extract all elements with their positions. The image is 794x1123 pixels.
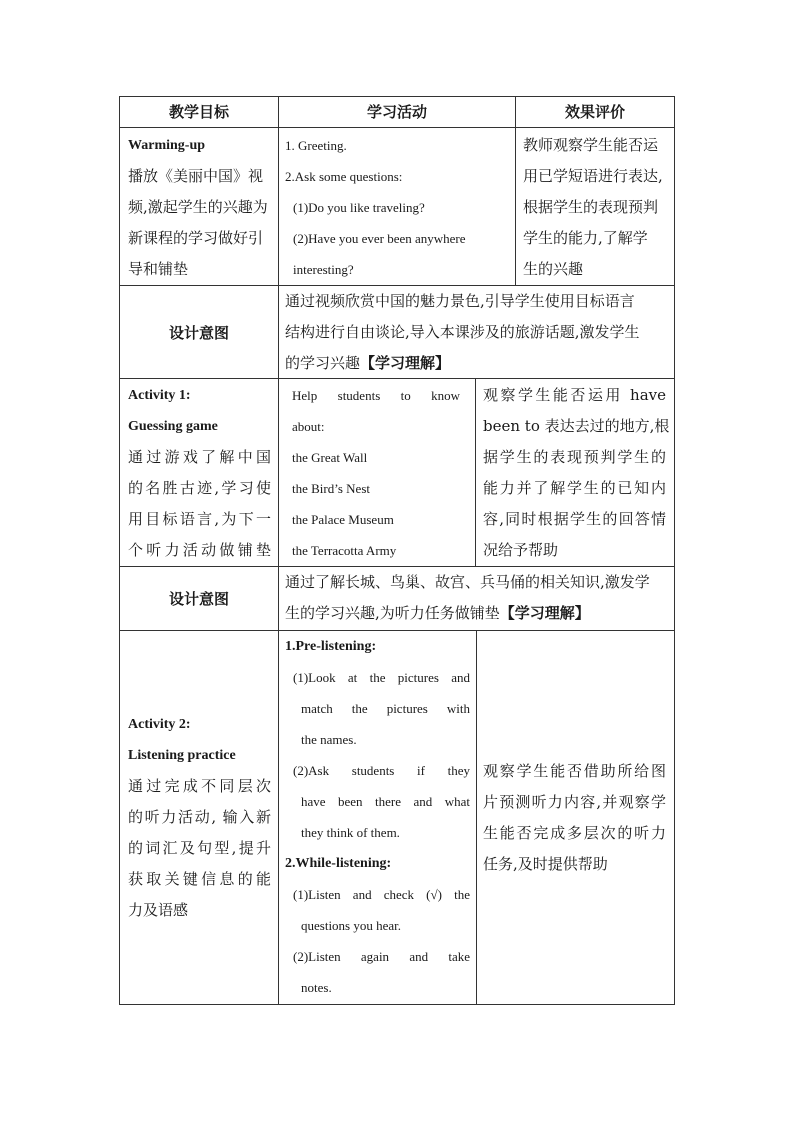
landmark-birds-nest: the Bird’s Nest — [292, 481, 370, 496]
activity1-goal-line: 通过游戏了解中国 — [128, 448, 271, 466]
landmark-terracotta-army: the Terracotta Army — [292, 543, 397, 558]
warmup-goal-line: 导和铺垫 — [128, 260, 189, 278]
activity1-subtitle: Guessing game — [128, 419, 218, 434]
activity2-goal-line: 的词汇及句型,提升 — [128, 839, 271, 857]
warmup-eval-line: 教师观察学生能否运 — [523, 136, 659, 154]
design-intent-line-text: 生的学习兴趣,为听力任务做铺垫 — [285, 604, 500, 622]
warmup-activity-line: (2)Have you ever been anywhere — [293, 231, 466, 246]
activity2-eval-line: 生能否完成多层次的听力 — [483, 824, 666, 842]
row-divider — [119, 127, 675, 128]
activity2-activity-cell — [285, 631, 470, 1003]
activity2-goal-line: 力及语感 — [128, 901, 189, 919]
activity1-eval-line: 据学生的表现预判学生的 — [483, 448, 666, 466]
activity1-eval-line: 容,同时根据学生的回答情 — [483, 510, 666, 528]
while-listening-item-line: questions you hear. — [301, 918, 402, 933]
while-listening-item-line: (1)Listen and check (√) the — [293, 887, 470, 902]
column-divider — [278, 96, 279, 1005]
warmup-eval-line: 生的兴趣 — [523, 260, 584, 278]
table-border-left — [119, 96, 120, 1005]
design-intent-line: 通过视频欣赏中国的魅力景色,引导学生使用目标语言 — [285, 292, 635, 310]
activity1-goal-line: 用目标语言,为下一 — [128, 510, 271, 528]
pre-listening-title: 1.Pre-listening: — [285, 639, 377, 654]
table-border-bottom — [119, 1004, 675, 1005]
pre-listening-item-line: have been there and what — [301, 794, 470, 809]
learning-understanding-tag: 【学习理解】 — [499, 604, 590, 622]
warmup-eval-line: 用已学短语进行表达, — [523, 167, 663, 185]
activity2-goal-line: 获取关键信息的能 — [128, 870, 271, 888]
header-teaching-goal: 教学目标 — [168, 103, 229, 121]
activity2-goal-cell — [128, 709, 271, 926]
warmup-activity-line: 2.Ask some questions: — [285, 169, 403, 184]
warmup-activity-line: (1)Do you like traveling? — [293, 200, 425, 215]
pre-listening-item-line: (2)Ask students if they — [293, 763, 470, 778]
table-border-right — [674, 96, 675, 1005]
pre-listening-item-line: the names. — [301, 732, 357, 747]
design-intent-text — [285, 567, 670, 629]
landmark-palace-museum: the Palace Museum — [292, 512, 394, 527]
activity2-eval-cell — [483, 756, 666, 880]
design-intent-line — [285, 348, 670, 379]
pre-listening-item-line: (1)Look at the pictures and — [293, 670, 470, 685]
warmup-goal-line: 新课程的学习做好引 — [128, 229, 264, 247]
design-intent-line: 通过了解长城、鸟巢、故宫、兵马俑的相关知识,激发学 — [285, 573, 650, 591]
activity1-eval-line: 况给予帮助 — [483, 541, 559, 559]
design-intent-label: 设计意图 — [168, 323, 229, 342]
landmark-great-wall: the Great Wall — [292, 450, 368, 465]
activity2-goal-line: 的听力活动, 输入新 — [128, 808, 271, 826]
design-intent-line: 结构进行自由谈论,导入本课涉及的旅游话题,激发学生 — [285, 323, 640, 341]
activity2-eval-line: 片预测听力内容,并观察学 — [483, 793, 666, 811]
header-effect-evaluation: 效果评价 — [564, 103, 625, 121]
activity2-eval-line: 观察学生能否借助所给图 — [483, 762, 666, 780]
warmup-activity-line: 1. Greeting. — [285, 138, 347, 153]
activity1-activity-line: Help students to know — [292, 388, 460, 403]
activity2-title: Activity 2: — [128, 717, 191, 732]
design-intent-text — [285, 286, 670, 379]
warmup-eval-line: 根据学生的表现预判 — [523, 198, 659, 216]
warmup-eval-line: 学生的能力,了解学 — [523, 229, 648, 247]
activity1-activity-cell — [292, 380, 460, 566]
while-listening-title: 2.While-listening: — [285, 856, 392, 871]
warmup-activity-cell — [285, 130, 509, 285]
activity1-eval-line: 观察学生能否运用 have — [483, 386, 666, 404]
design-intent-line-text: 的学习兴趣 — [285, 354, 361, 372]
activity1-title: Activity 1: — [128, 388, 191, 403]
activity1-goal-cell — [128, 380, 271, 566]
activity2-eval-line: 任务,及时提供帮助 — [483, 855, 608, 873]
header-learning-activity: 学习活动 — [366, 103, 427, 121]
pre-listening-item-line: they think of them. — [301, 825, 400, 840]
while-listening-item-line: (2)Listen again and take — [293, 949, 470, 964]
column-divider — [476, 630, 477, 1005]
design-intent-line — [285, 598, 670, 629]
column-divider — [475, 378, 476, 567]
activity1-eval-line: 能力并了解学生的已知内 — [483, 479, 666, 497]
activity1-goal-line: 的名胜古迹,学习使 — [128, 479, 271, 497]
activity2-goal-line: 通过完成不同层次 — [128, 777, 271, 795]
activity2-subtitle: Listening practice — [128, 748, 236, 763]
warmup-goal-cell — [128, 130, 272, 285]
activity1-eval-cell — [483, 380, 670, 566]
warmup-goal-line: 播放《美丽中国》视 — [128, 167, 264, 185]
while-listening-item-line: notes. — [301, 980, 332, 995]
activity1-eval-line: been to 表达去过的地方,根 — [483, 417, 670, 435]
warmup-activity-line: interesting? — [293, 262, 354, 277]
activity1-goal-line: 个听力活动做铺垫 — [128, 541, 271, 559]
learning-understanding-tag: 【学习理解】 — [360, 354, 451, 372]
pre-listening-item-line: match the pictures with — [301, 701, 470, 716]
warmup-goal-line: 频,激起学生的兴趣为 — [128, 198, 268, 216]
activity1-activity-line: about: — [292, 419, 325, 434]
design-intent-label: 设计意图 — [168, 590, 229, 608]
warmup-eval-cell — [523, 130, 673, 285]
warmup-title: Warming-up — [128, 138, 206, 153]
